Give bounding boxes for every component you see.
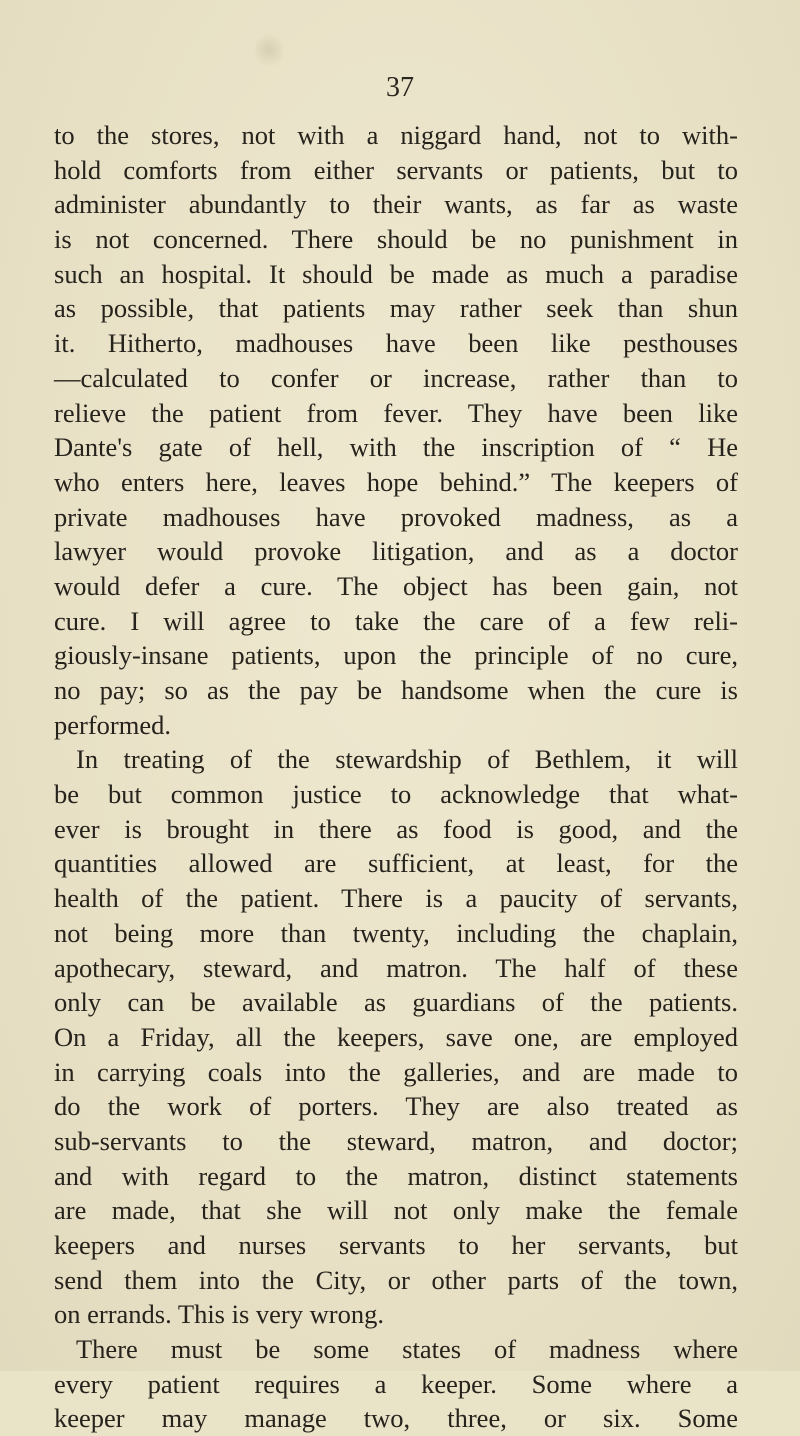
text-line: sub-servants to the steward, matron, and doctor;	[54, 1125, 738, 1156]
text-line: Dante's gate of hell, with the inscription of “ He	[54, 432, 738, 463]
text-line: every patient requires a keeper. Some where a	[54, 1368, 738, 1399]
text-line: On a Friday, all the keepers, save one, are employed	[54, 1021, 738, 1052]
text-line: keepers and nurses servants to her servants, but	[54, 1230, 738, 1260]
paper-stain	[255, 30, 283, 70]
text-line: and with regard to the matron, distinct statements	[54, 1160, 738, 1191]
text-line: cure. I will agree to take the care of a few reli-	[54, 605, 738, 636]
text-line: health of the patient. There is a paucity of servants,	[54, 883, 738, 914]
text-line: no pay; so as the pay be handsome when the cure is	[54, 675, 738, 705]
text-line: hold comforts from either servants or patients, but to	[54, 154, 738, 185]
text-line: on errands. This is very wrong.	[54, 1299, 384, 1330]
text-line: send them into the City, or other parts of the town,	[54, 1264, 738, 1295]
text-line: be but common justice to acknowledge that what-	[54, 779, 738, 810]
text-line: In treating of the stewardship of Bethlem, it will	[76, 744, 738, 775]
text-line: in carrying coals into the galleries, and are made to	[54, 1056, 738, 1087]
text-line: to the stores, not with a niggard hand, not to with-	[54, 120, 738, 150]
text-line: administer abundantly to their wants, as far as waste	[54, 189, 738, 220]
body-text	[54, 118, 738, 1436]
text-line: such an hospital. It should be made as much a paradise	[54, 258, 738, 289]
text-line: giously-insane patients, upon the principle of no cure,	[54, 640, 738, 671]
text-line: performed.	[54, 709, 171, 740]
text-line: —calculated to confer or increase, rather than to	[54, 362, 738, 393]
text-line: is not concerned. There should be no punishment in	[54, 224, 738, 255]
text-line: would defer a cure. The object has been gain, not	[54, 570, 738, 601]
text-line: keeper may manage two, three, or six. Some	[54, 1403, 738, 1434]
text-line: who enters here, leaves hope behind.” The keepers of	[54, 466, 738, 497]
text-line: only can be available as guardians of the patients.	[54, 987, 738, 1018]
text-line: lawyer would provoke litigation, and as a doctor	[54, 536, 738, 567]
text-line: it. Hitherto, madhouses have been like pesthouses	[54, 328, 738, 359]
text-line: There must be some states of madness where	[76, 1334, 738, 1365]
text-line: relieve the patient from fever. They have been like	[54, 397, 738, 428]
text-line: private madhouses have provoked madness, as a	[54, 501, 738, 532]
text-line: quantities allowed are sufficient, at least, for the	[54, 848, 738, 879]
text-line: ever is brought in there as food is good, and the	[54, 813, 738, 844]
text-line: as possible, that patients may rather seek than shun	[54, 293, 738, 324]
page-number: 37	[386, 72, 414, 103]
text-line: not being more than twenty, including the chaplain,	[54, 917, 738, 948]
text-line: are made, that she will not only make the female	[54, 1195, 738, 1226]
text-line: do the work of porters. They are also treated as	[54, 1091, 738, 1122]
text-line: apothecary, steward, and matron. The half of these	[54, 952, 738, 983]
